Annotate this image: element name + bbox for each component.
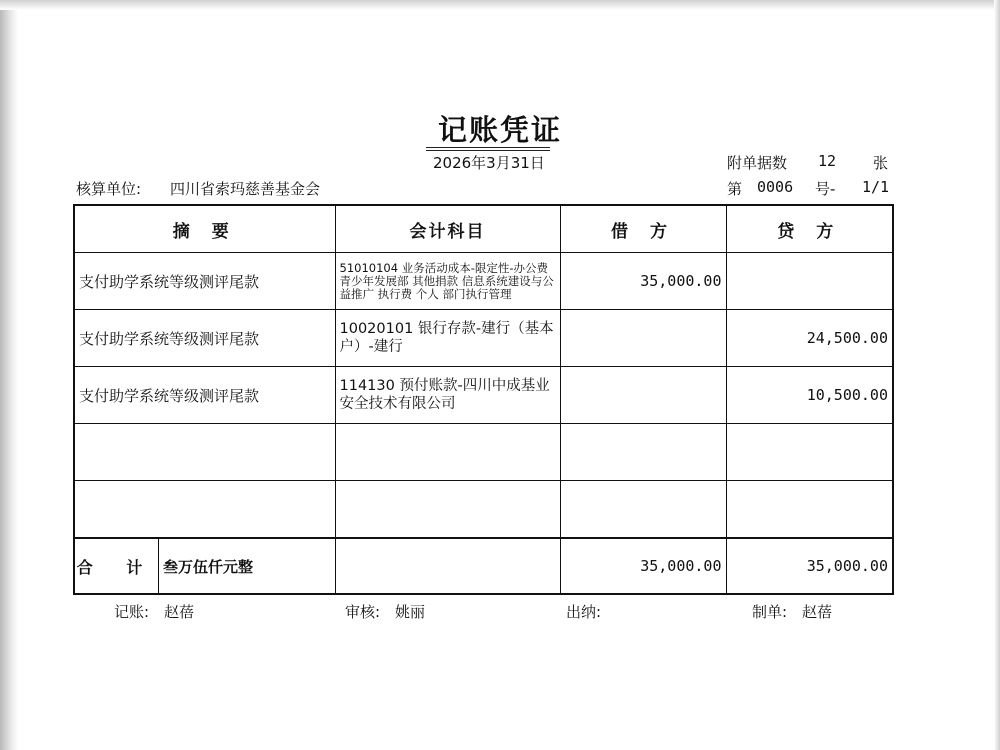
row-debit [560, 367, 726, 424]
row-summary: 支付助学系统等级测评尾款 [74, 310, 335, 367]
table-row-empty [74, 424, 893, 481]
reviewer-label: 审核: [345, 603, 381, 621]
row-account: 10020101 银行存款-建行（基本户）-建行 [335, 310, 560, 367]
total-debit: 35,000.00 [560, 538, 726, 594]
attachments-count: 12 [818, 152, 837, 170]
row-summary [74, 481, 335, 539]
table-row [74, 253, 893, 310]
total-row [74, 538, 893, 594]
row-credit: 24,500.00 [726, 310, 893, 367]
header-summary: 摘 要 [74, 205, 335, 253]
number-prefix: 第 [727, 180, 743, 198]
preparer-label: 制单: [752, 603, 788, 621]
table-row [74, 310, 893, 367]
voucher-number: 0006 [757, 178, 794, 196]
row-summary [74, 424, 335, 481]
bookkeeper-name: 赵蓓 [164, 603, 195, 621]
unit-name: 四川省索玛慈善基金会 [170, 180, 321, 198]
row-debit: 35,000.00 [560, 253, 726, 310]
row-credit: 10,500.00 [726, 367, 893, 424]
row-account: 51010104 业务活动成本-限定性-办公费 青少年发展部 其他捐款 信息系统建设与公益推广 执行费 个人 部门执行管理 [335, 253, 560, 310]
header-account: 会计科目 [335, 205, 560, 253]
row-debit [560, 310, 726, 367]
row-debit [560, 481, 726, 539]
unit-label: 核算单位: [76, 180, 142, 198]
voucher-title: 记账凭证 [437, 113, 562, 147]
row-account [335, 481, 560, 539]
voucher-table [73, 204, 894, 595]
header-debit: 借 方 [560, 205, 726, 253]
row-credit [726, 424, 893, 481]
page-indicator: 1/1 [862, 178, 890, 196]
reviewer-name: 姚丽 [395, 603, 426, 621]
total-amount-in-words: 叁万伍仟元整 [163, 557, 254, 576]
row-account [335, 424, 560, 481]
number-suffix: 号- [815, 180, 836, 198]
row-credit [726, 253, 893, 310]
cashier-label: 出纳: [566, 603, 602, 621]
row-credit [726, 481, 893, 539]
attachments-label: 附单据数 [727, 154, 788, 172]
row-summary: 支付助学系统等级测评尾款 [74, 253, 335, 310]
total-label: 合 计 [75, 539, 159, 593]
title-underline [426, 147, 550, 151]
total-account-blank [335, 538, 560, 594]
row-summary: 支付助学系统等级测评尾款 [74, 367, 335, 424]
total-credit: 35,000.00 [726, 538, 893, 594]
header-credit: 贷 方 [726, 205, 893, 253]
table-row-empty [74, 481, 893, 539]
total-cell-left [74, 538, 335, 594]
attachments-unit: 张 [873, 154, 889, 172]
table-row [74, 367, 893, 424]
preparer-name: 赵蓓 [802, 603, 833, 621]
row-debit [560, 424, 726, 481]
voucher-date: 2026年3月31日 [433, 154, 545, 172]
table-header-row [74, 205, 893, 253]
bookkeeper-label: 记账: [114, 603, 150, 621]
row-account: 114130 预付账款-四川中成基业安全技术有限公司 [335, 367, 560, 424]
scan-shadow-top [0, 0, 1000, 10]
